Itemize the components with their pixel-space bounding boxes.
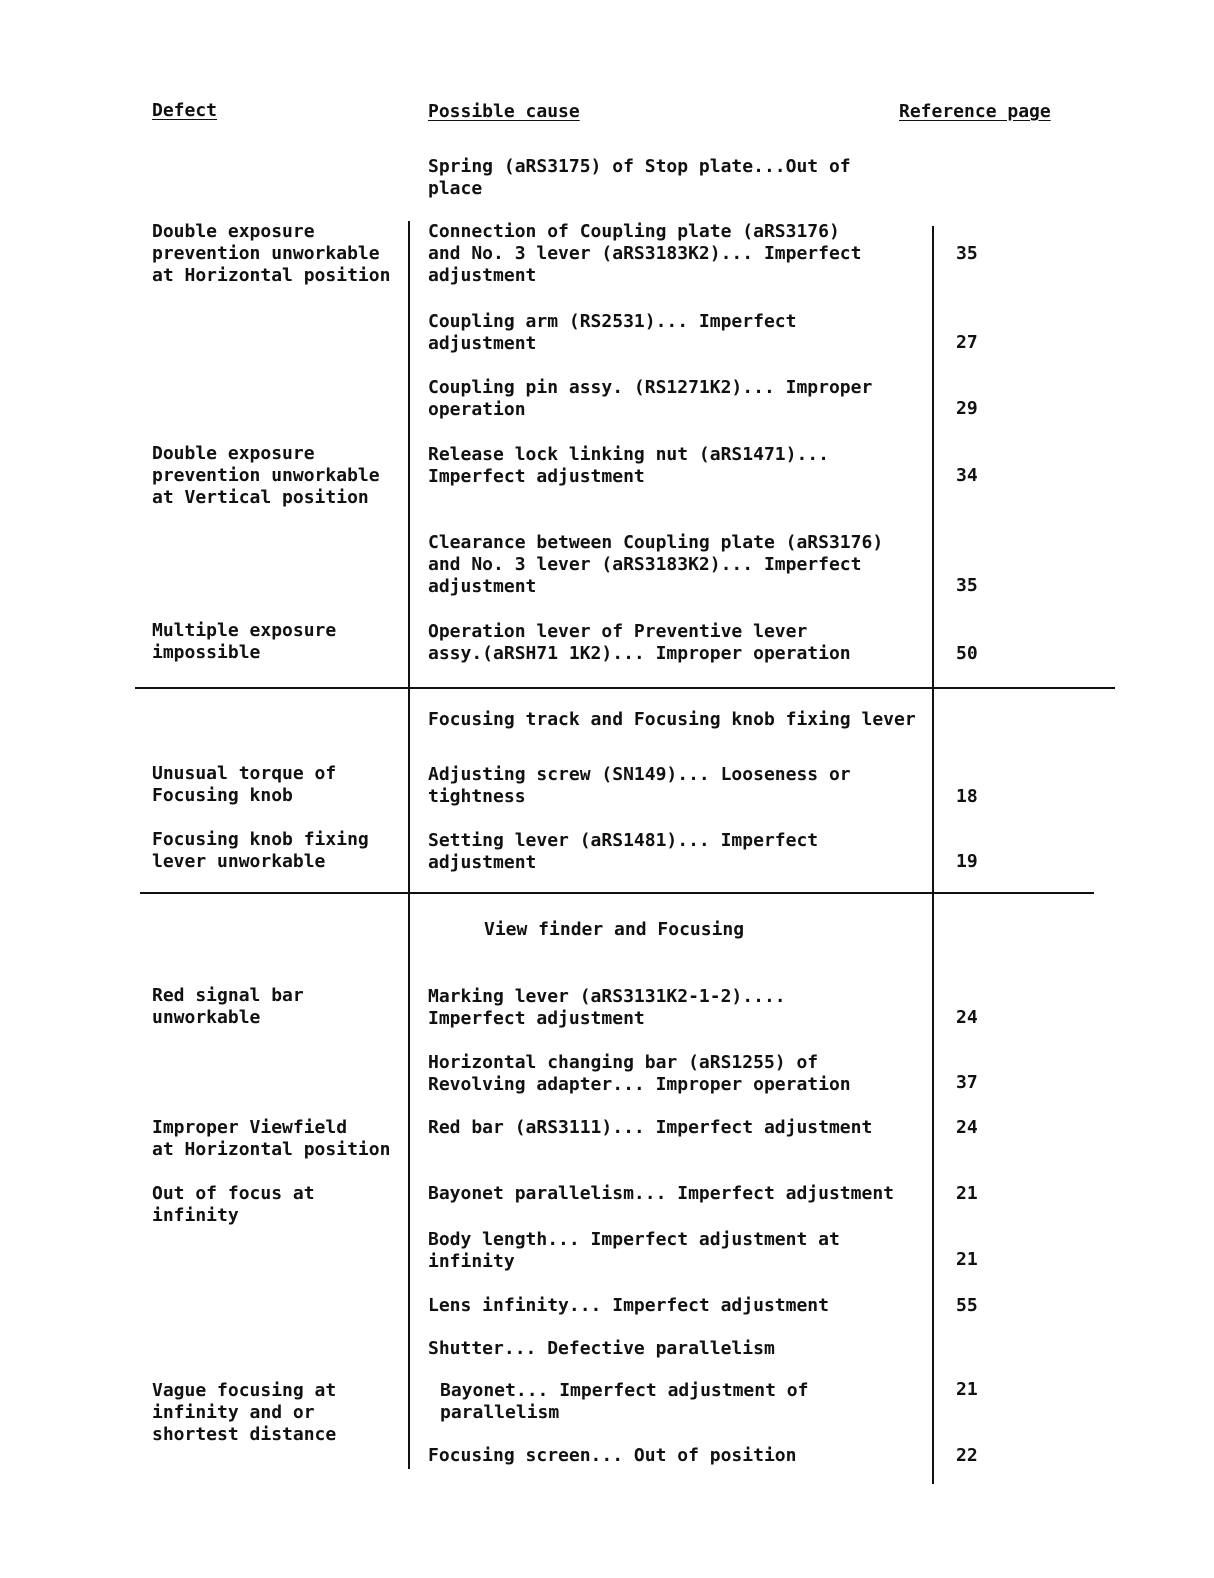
defect-text: Unusual torque of Focusing knob [152,763,337,806]
reference-page-number: 21 [956,1183,978,1204]
cause-text: Lens infinity... Imperfect adjustment [428,1295,829,1316]
cause-text: Body length... Imperfect adjustment at infinity [428,1229,840,1272]
reference-page-number: 29 [956,398,978,419]
section-title: View finder and Focusing [484,919,745,940]
header-possible-cause: Possible cause [428,101,580,122]
cause-text: Horizontal changing bar (aRS1255) of Revolving adapter... Improper operation [428,1052,851,1095]
cause-text: Release lock linking nut (aRS1471)... Imperfect adjustment [428,444,829,487]
cause-text: Focusing screen... Out of position [428,1445,797,1466]
defect-text: Double exposure prevention unworkable at Horizontal position [152,221,391,286]
cause-text: Bayonet... Imperfect adjustment of parallelism [440,1380,809,1423]
reference-page-number: 37 [956,1072,978,1093]
section-divider-1 [135,687,1115,689]
cause-text: Connection of Coupling plate (aRS3176) and No. 3 lever (aRS3183K2)... Imperfect adjustment [428,221,862,286]
reference-page-number: 35 [956,243,978,264]
defect-text: Red signal bar unworkable [152,985,304,1028]
reference-page-number: 27 [956,332,978,353]
defect-text: Multiple exposure impossible [152,620,337,663]
header-reference-page: Reference page [899,101,1051,122]
header-defect: Defect [152,100,218,121]
reference-page-number: 21 [956,1379,978,1400]
reference-page-number: 24 [956,1117,978,1138]
reference-page-number: 55 [956,1295,978,1316]
cause-text: Marking lever (aRS3131K2-1-2).... Imperfect adjustment [428,986,786,1029]
reference-page-number: 35 [956,575,978,596]
cause-text: Adjusting screw (SN149)... Looseness or tightness [428,764,851,807]
cause-text: Setting lever (aRS1481)... Imperfect adjustment [428,830,819,873]
reference-page-number: 24 [956,1007,978,1028]
reference-page-number: 50 [956,643,978,664]
reference-page-number: 18 [956,786,978,807]
defect-text: Double exposure prevention unworkable at Vertical position [152,443,380,508]
defect-text: Vague focusing at infinity and or shortest distance [152,1380,337,1445]
cause-text: Operation lever of Preventive lever assy.(aRSH71 1K2)... Improper operation [428,621,851,664]
cause-text: Coupling pin assy. (RS1271K2)... Improper operation [428,377,873,420]
cause-text: Bayonet parallelism... Imperfect adjustment [428,1183,894,1204]
cause-text: Shutter... Defective parallelism [428,1338,775,1359]
column-rule-left [408,221,410,1469]
defect-text: Out of focus at infinity [152,1183,315,1226]
reference-page-number: 22 [956,1445,978,1466]
section-title: Focusing track and Focusing knob fixing lever [428,709,916,730]
cause-text: Spring (aRS3175) of Stop plate...Out of place [428,156,851,199]
defect-text: Improper Viewfield at Horizontal position [152,1117,391,1160]
reference-page-number: 34 [956,465,978,486]
reference-page-number: 21 [956,1249,978,1270]
section-divider-2 [140,892,1094,894]
reference-page-number: 19 [956,851,978,872]
column-rule-right [932,226,934,1484]
defect-text: Focusing knob fixing lever unworkable [152,829,369,872]
cause-text: Red bar (aRS3111)... Imperfect adjustment [428,1117,873,1138]
cause-text: Clearance between Coupling plate (aRS3176) and No. 3 lever (aRS3183K2)... Imperfect adjustment [428,532,884,597]
cause-text: Coupling arm (RS2531)... Imperfect adjustment [428,311,797,354]
